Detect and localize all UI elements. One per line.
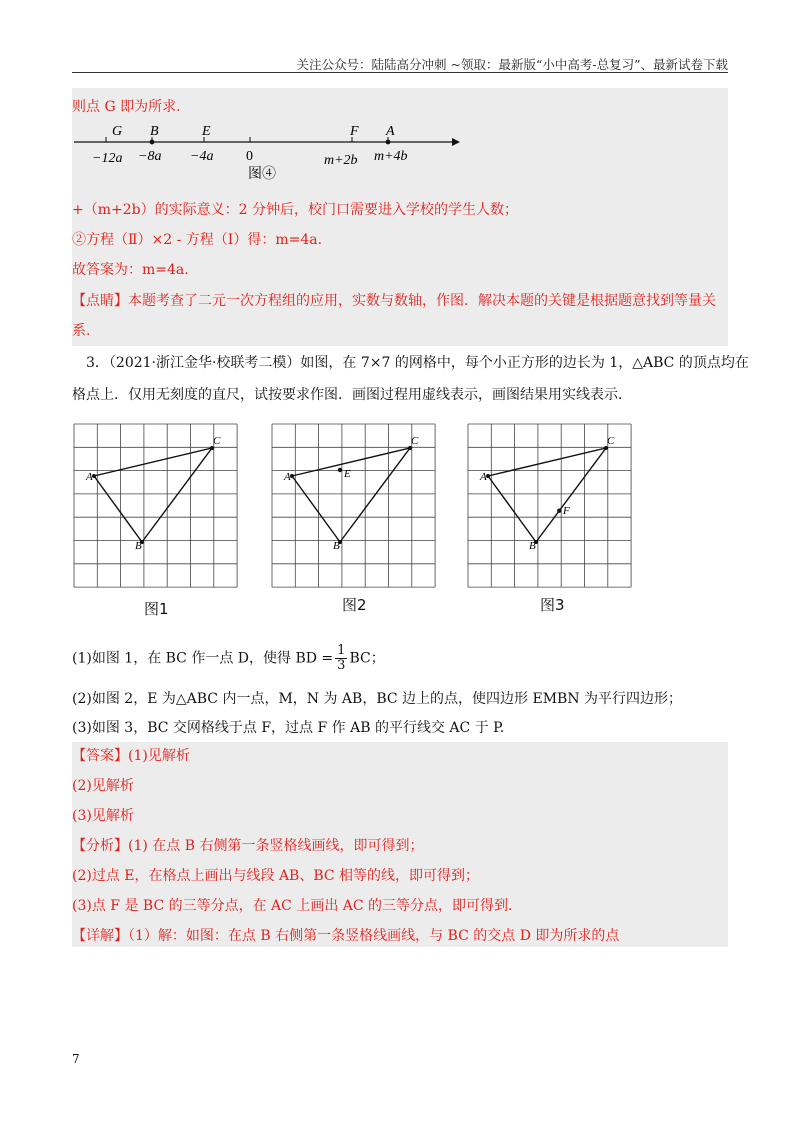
label-b-1: B — [135, 540, 142, 552]
point-a — [386, 140, 391, 145]
label-a-2: A — [284, 471, 291, 483]
label-g: G — [112, 124, 123, 139]
label-c-3: C — [607, 435, 615, 447]
page-number: 7 — [72, 1052, 80, 1066]
detail-line-1: 【详解】（1）解：如图：在点 B 右侧第一条竖格线画线，与 BC 的交点 D 即为所求的点 — [72, 928, 620, 944]
label-c-1: C — [213, 435, 221, 447]
label-e-2: E — [344, 468, 351, 480]
solution-line-4: 故答案为：m=4a. — [72, 262, 189, 278]
tick-label-m2b: m+2b — [324, 153, 358, 168]
question-2: (2)如图 2，E 为△ABC 内一点，M，N 为 AB，BC 边上的点，使四边形 EMBN 为平行四边形； — [72, 691, 683, 707]
label-a: A — [386, 124, 395, 139]
analysis-line-3: (3)点 F 是 BC 的三等分点，在 AC 上画出 AC 的三等分点，即可得到. — [72, 898, 513, 914]
solution-line-6: 系. — [72, 323, 91, 339]
point-b — [150, 140, 155, 145]
number-line-arrow — [452, 138, 460, 146]
label-b-3: B — [529, 540, 536, 552]
problem3-line-2: 格点上．仅用无刻度的直尺，试按要求作图．画图过程用虚线表示，画图结果用实线表示． — [72, 387, 632, 403]
label-b: B — [150, 124, 159, 139]
fraction-one-third — [335, 644, 347, 673]
label-b-2: B — [333, 540, 340, 552]
triangle-abc-1 — [94, 448, 212, 542]
analysis-line-2: (2)过点 E，在格点上画出与线段 AB、BC 相等的线，即可得到； — [72, 868, 480, 884]
tick-label-neg8a: −8a — [138, 149, 162, 164]
tick-label-m4b: m+4b — [374, 149, 408, 164]
label-c-2: C — [411, 435, 419, 447]
figure-3-caption: 图3 — [540, 596, 565, 614]
solution-line-2: +（m+2b）的实际意义：2 分钟后，校门口需要进入学校的学生人数； — [72, 202, 518, 218]
problem3-line-1: 3．（2021·浙江金华·校联考二模）如图，在 7×7 的网格中，每个小正方形的边长为 1，△ABC 的顶点均在 — [86, 355, 749, 371]
label-f: F — [350, 124, 359, 139]
answer-line-1: 【答案】(1)见解析 — [72, 748, 190, 764]
solution-line-1: 则点 G 即为所求. — [72, 99, 181, 115]
question-1-suffix: BC； — [349, 650, 385, 667]
fraction-numerator: 1 — [337, 643, 346, 658]
solution-line-3: ②方程（Ⅱ）×2 - 方程（Ⅰ）得：m=4a. — [72, 232, 323, 248]
question-1-prefix: (1)如图 1，在 BC 作一点 D，使得 BD = — [72, 650, 334, 667]
triangle-abc-3 — [488, 448, 606, 542]
point-e-2 — [338, 468, 342, 472]
label-f-3: F — [563, 505, 570, 517]
grid-figure-2 — [270, 422, 440, 590]
grid-figure-1 — [72, 422, 242, 590]
solution-line-5: 【点睛】本题考查了二元一次方程组的应用，实数与数轴，作图．解决本题的关键是根据题意找到等量关 — [72, 293, 716, 309]
label-a-1: A — [86, 471, 93, 483]
question-1 — [72, 644, 385, 673]
fraction-denominator: 3 — [337, 658, 346, 673]
figure-1-caption: 图1 — [144, 600, 169, 618]
analysis-line-1: 【分析】(1) 在点 B 右侧第一条竖格线画线，即可得到； — [72, 838, 424, 854]
figure-2-caption: 图2 — [342, 596, 367, 614]
tick-label-zero: 0 — [246, 149, 253, 164]
point-f-3 — [557, 509, 561, 513]
label-a-3: A — [480, 471, 487, 483]
page-header: 关注公众号：陆陆高分冲刺 ~领取：最新版“小中高考-总复习”、最新试卷下载 — [296, 57, 728, 72]
grid-figure-3 — [466, 422, 636, 590]
answer-line-3: (3)见解析 — [72, 808, 134, 824]
number-line-caption: 图④ — [248, 167, 276, 182]
number-line-figure — [72, 120, 462, 188]
question-3: (3)如图 3，BC 交网格线于点 F，过点 F 作 AB 的平行线交 AC 于 P. — [72, 720, 505, 736]
label-e: E — [202, 124, 211, 139]
triangle-abc-2 — [292, 448, 410, 542]
tick-label-neg12a: −12a — [92, 151, 123, 166]
answer-line-2: (2)见解析 — [72, 778, 134, 794]
tick-label-neg4a: −4a — [190, 149, 214, 164]
header-divider — [72, 72, 728, 73]
